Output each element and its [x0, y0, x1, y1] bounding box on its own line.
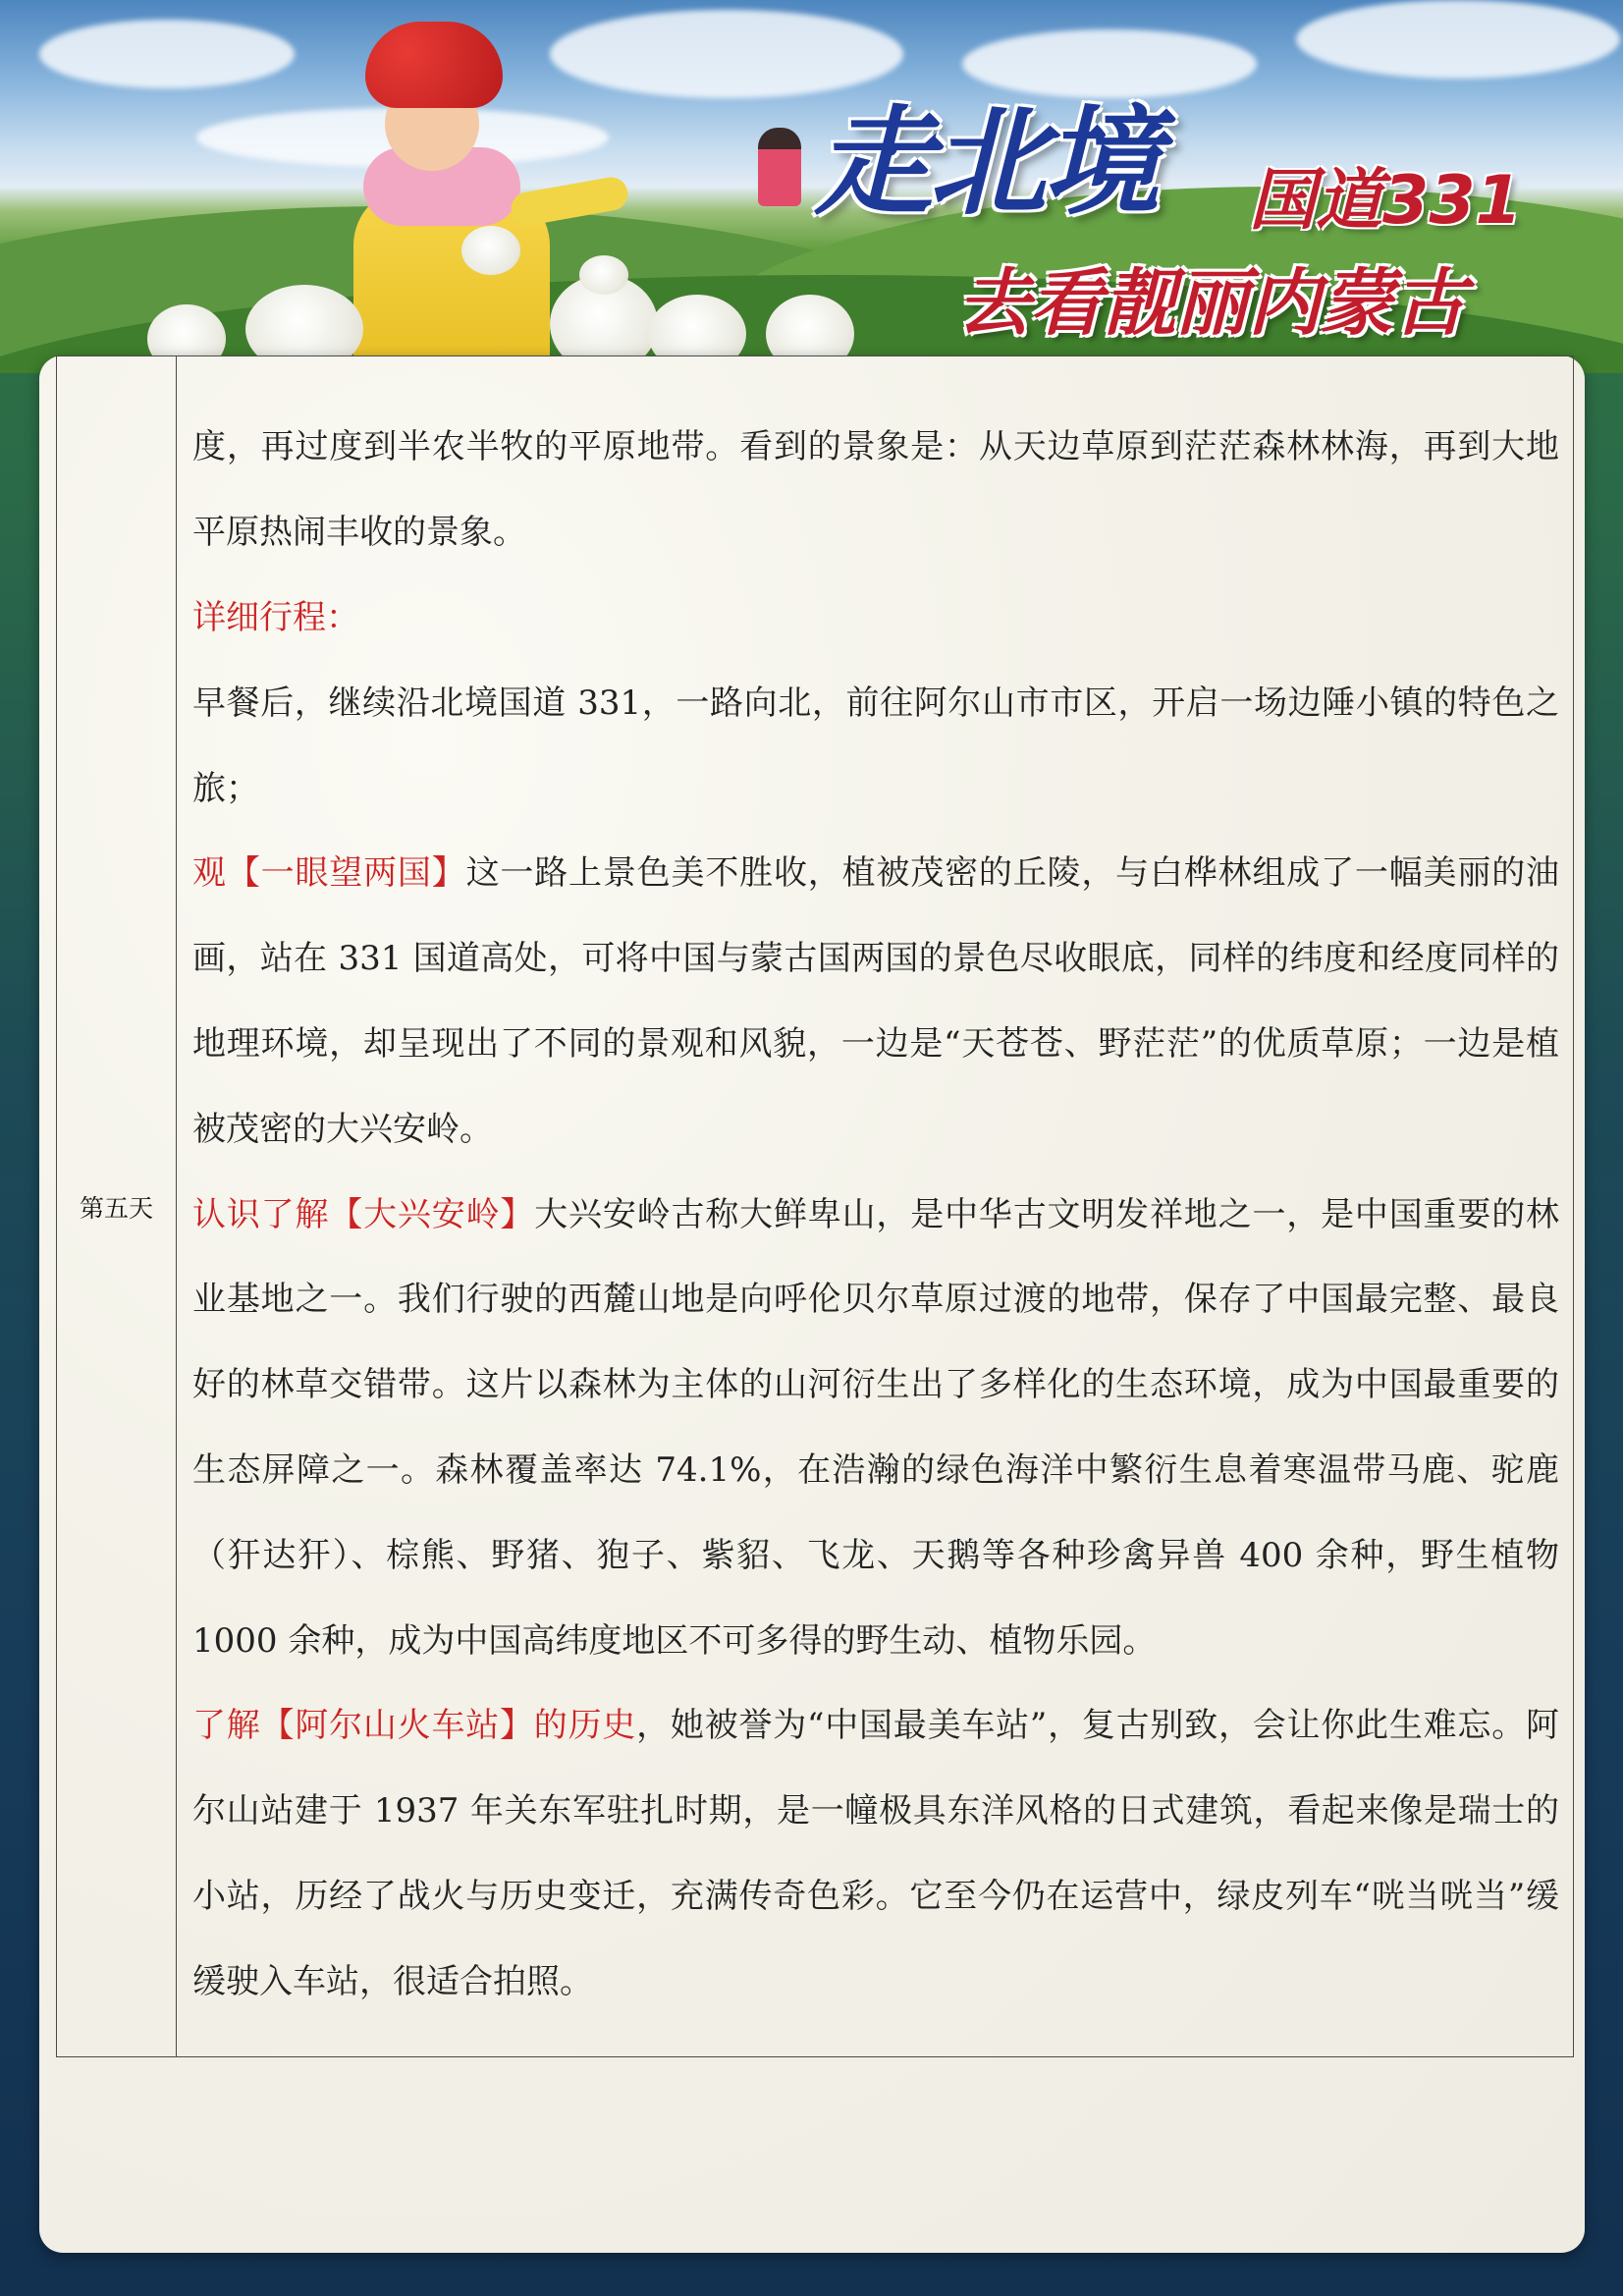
paragraph-highlight: 了解【阿尔山火车站】的历史 [192, 1706, 637, 1746]
itinerary-paragraph [192, 1173, 1559, 1684]
paragraph-text: 早餐后，继续沿北境国道 331，一路向北，前往阿尔山市市区，开启一场边陲小镇的特色之旅； [192, 683, 1559, 808]
header-banner [0, 0, 1623, 373]
section-heading: 详细行程： [192, 598, 359, 638]
itinerary-paragraph [192, 831, 1559, 1172]
paragraph-highlight: 认识了解【大兴安岭】 [192, 1194, 535, 1234]
paragraph-text: 度，再过度到半农半牧的平原地带。看到的景象是：从天边草原到茫茫森林林海，再到大地平原热闹丰收的景象。 [192, 427, 1559, 553]
paragraph-text: 大兴安岭古称大鲜卑山，是中华古文明发祥地之一，是中国重要的林业基地之一。我们行驶的西麓山地是向呼伦贝尔草原过渡的地带，保存了中国最完整、最良好的林草交错带。这片以森林为主体的山河衍生出了多样化的生态环境，成为中国最重要的生态屏障之一。森林覆盖率达 74.1%，在浩瀚的绿色海洋中繁衍生息着寒温带马鹿、驼鹿（犴达犴）、棕熊、野猪、狍子、紫貂、飞龙、天鹅等各种珍禽异兽 400 余种，野生植物 1000 余种，成为中国高纬度地区不可多得的野生动、植物乐园。 [192, 1194, 1560, 1661]
paragraph-highlight: 观【一眼望两国】 [192, 853, 466, 894]
itinerary-paragraph [192, 1683, 1559, 2024]
itinerary-content-cell [177, 356, 1574, 2057]
itinerary-table [56, 355, 1574, 2057]
itinerary-paragraph [192, 405, 1559, 575]
banner-subtitle: 去看靓丽内蒙古 [957, 261, 1466, 346]
paragraph-text: ，她被誉为“中国最美车站”，复古别致，会让你此生难忘。阿尔山站建于 1937 年关东军驻扎时期，是一幢极具东洋风格的日式建筑，看起来像是瑞士的小站，历经了战火与历史变迁，充满传奇色彩。它至今仍在运营中，绿皮列车“咣当咣当”缓缓驶入车站，很适合拍照。 [192, 1706, 1560, 2001]
peony-flower [579, 255, 628, 295]
girl-figure-photo [758, 128, 801, 206]
itinerary-paragraph [192, 661, 1559, 832]
banner-title: 走北境 [815, 95, 1157, 232]
red-hat [365, 22, 503, 108]
day-label: 第五天 [57, 356, 177, 2057]
peony-flower [461, 226, 520, 275]
itinerary-paragraph [192, 575, 1559, 661]
paragraph-text: 这一路上景色美不胜收，植被茂密的丘陵，与白桦林组成了一幅美丽的油画，站在 331 国道高处，可将中国与蒙古国两国的景色尽收眼底，同样的纬度和经度同样的地理环境，却呈现出了不同的景观和风貌，一边是“天苍苍、野茫茫”的优质草原；一边是植被茂密的大兴安岭。 [192, 853, 1560, 1149]
banner-road-label: 国道331 [1249, 162, 1522, 240]
